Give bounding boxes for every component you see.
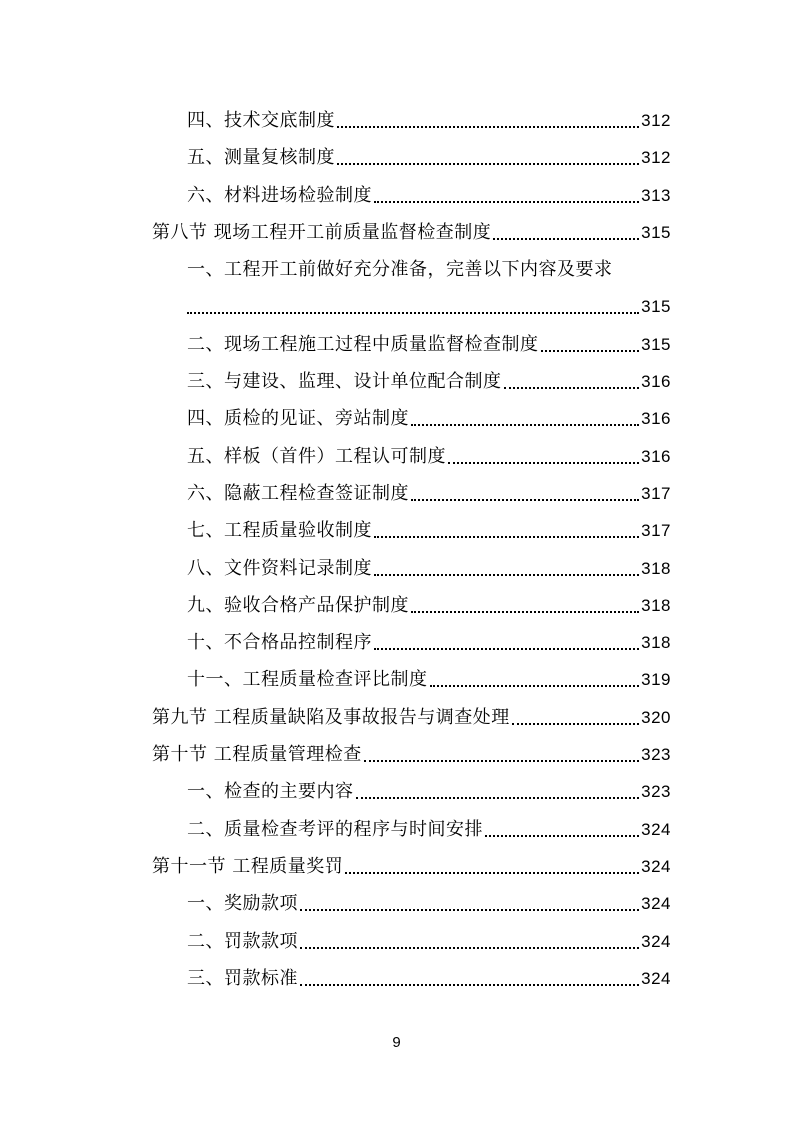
toc-entry-title: 八、文件资料记录制度 bbox=[187, 557, 372, 579]
toc-section-link[interactable] bbox=[152, 853, 671, 879]
toc-entry-page: 318 bbox=[641, 595, 671, 615]
toc-entry-page: 316 bbox=[641, 446, 671, 466]
toc-entry-title: 五、样板（首件）工程认可制度 bbox=[187, 445, 446, 467]
toc-entry-title: 四、质检的见证、旁站制度 bbox=[187, 408, 409, 430]
toc-entry-title: 六、隐蔽工程检查签证制度 bbox=[187, 482, 409, 504]
toc-entry-link[interactable] bbox=[187, 144, 671, 170]
toc-row bbox=[0, 325, 793, 362]
toc-entry-title: 二、现场工程施工过程中质量监督检查制度 bbox=[187, 333, 539, 355]
toc-row bbox=[0, 213, 793, 250]
toc-entry-page: 316 bbox=[641, 372, 671, 392]
toc-entry-link[interactable] bbox=[187, 816, 671, 842]
toc-entry-page: 324 bbox=[641, 931, 671, 951]
toc-entry-title: 四、技术交底制度 bbox=[187, 110, 335, 131]
toc-entry-link[interactable] bbox=[187, 443, 671, 469]
toc-row bbox=[0, 138, 793, 175]
toc-dot-leader bbox=[411, 499, 639, 501]
toc-entry-title: 三、与建设、监理、设计单位配合制度 bbox=[187, 371, 502, 393]
toc-dot-leader bbox=[411, 424, 639, 426]
toc-entry-title: 十一、工程质量检查评比制度 bbox=[187, 669, 428, 691]
toc-row bbox=[0, 511, 793, 548]
toc-dot-leader bbox=[364, 760, 639, 762]
toc-section-link[interactable] bbox=[152, 219, 671, 245]
toc-row bbox=[0, 772, 793, 809]
toc-entry-title: 一、工程开工前做好充分准备，完善以下内容及要求 bbox=[187, 259, 613, 281]
toc-entry-title: 十、不合格品控制程序 bbox=[187, 632, 372, 654]
toc-row bbox=[0, 437, 793, 474]
toc-row bbox=[0, 250, 793, 287]
toc-dot-leader bbox=[374, 201, 639, 203]
toc-entry-link[interactable] bbox=[187, 368, 671, 394]
toc-entry-link-continuation[interactable] bbox=[187, 293, 671, 319]
toc-entry-page: 313 bbox=[641, 185, 671, 205]
toc-row bbox=[0, 847, 793, 884]
toc-dot-leader bbox=[187, 312, 639, 314]
toc-entry-page: 317 bbox=[641, 521, 671, 541]
toc-entry-title: 七、工程质量验收制度 bbox=[187, 520, 372, 542]
page-number: 9 bbox=[392, 1034, 401, 1051]
toc-entry-link[interactable] bbox=[187, 331, 671, 357]
toc-row bbox=[0, 287, 793, 324]
toc-entry-page: 323 bbox=[641, 782, 671, 802]
toc-entry-page: 317 bbox=[641, 483, 671, 503]
toc-entry-title: 一、检查的主要内容 bbox=[187, 781, 354, 803]
toc-entry-link[interactable] bbox=[187, 256, 671, 282]
toc-dot-leader bbox=[485, 835, 639, 837]
toc-entry-link[interactable] bbox=[187, 555, 671, 581]
toc-dot-leader bbox=[504, 387, 640, 389]
toc-dot-leader bbox=[374, 574, 639, 576]
toc-entry-page: 318 bbox=[641, 558, 671, 578]
toc-row bbox=[0, 101, 793, 138]
toc-row bbox=[0, 362, 793, 399]
toc-entry-link[interactable] bbox=[187, 517, 671, 543]
toc-entry-link[interactable] bbox=[187, 592, 671, 618]
toc-dot-leader bbox=[448, 462, 639, 464]
toc-entry-page: 324 bbox=[641, 856, 671, 876]
toc-entry-page: 312 bbox=[641, 148, 671, 168]
toc-entry-page: 315 bbox=[641, 334, 671, 354]
toc-row bbox=[0, 623, 793, 660]
toc-section-title: 第十节 工程质量管理检查 bbox=[152, 744, 362, 766]
toc-dot-leader bbox=[300, 909, 639, 911]
toc-entry-link[interactable] bbox=[187, 928, 671, 954]
toc-entry-page: 320 bbox=[641, 707, 671, 727]
toc-row bbox=[0, 549, 793, 586]
toc-row bbox=[0, 698, 793, 735]
toc-section-title: 第九节 工程质量缺陷及事故报告与调查处理 bbox=[152, 706, 510, 728]
toc-entry-page: 323 bbox=[641, 745, 671, 765]
toc-row bbox=[0, 176, 793, 213]
toc-dot-leader bbox=[356, 797, 640, 799]
toc-entry-link[interactable] bbox=[187, 405, 671, 431]
toc-entry-title: 二、罚款款项 bbox=[187, 930, 298, 952]
toc-row bbox=[0, 660, 793, 697]
toc-section-link[interactable] bbox=[152, 741, 671, 767]
toc-row bbox=[0, 884, 793, 921]
toc-entry-page: 324 bbox=[641, 819, 671, 839]
toc-dot-leader bbox=[337, 126, 639, 128]
toc-entry-page: 315 bbox=[641, 222, 671, 242]
toc-dot-leader bbox=[374, 648, 639, 650]
toc-dot-leader bbox=[337, 163, 639, 165]
toc-row bbox=[0, 810, 793, 847]
toc-dot-leader bbox=[411, 611, 639, 613]
toc-entry-title: 二、质量检查考评的程序与时间安排 bbox=[187, 818, 483, 840]
toc-row bbox=[0, 735, 793, 772]
toc-entry-page: 315 bbox=[641, 297, 671, 317]
toc-entry-title: 九、验收合格产品保护制度 bbox=[187, 594, 409, 616]
toc-entry-link[interactable] bbox=[187, 890, 671, 916]
toc-entry-page: 318 bbox=[641, 633, 671, 653]
toc-entry-link[interactable] bbox=[187, 107, 671, 133]
toc-dot-leader bbox=[300, 947, 639, 949]
toc-entry-link[interactable] bbox=[187, 778, 671, 804]
toc-entry-title: 一、奖励款项 bbox=[187, 893, 298, 915]
toc-dot-leader bbox=[493, 238, 639, 240]
toc-row bbox=[0, 399, 793, 436]
toc-entry-link[interactable] bbox=[187, 965, 671, 991]
toc-dot-leader bbox=[300, 984, 639, 986]
toc-row bbox=[0, 474, 793, 511]
toc-entry-link[interactable] bbox=[187, 480, 671, 506]
toc-entry-title: 三、罚款标准 bbox=[187, 967, 298, 989]
toc-row bbox=[0, 586, 793, 623]
toc-entry-title: 六、材料进场检验制度 bbox=[187, 184, 372, 206]
toc-row bbox=[0, 959, 793, 996]
toc-entry-page: 312 bbox=[641, 111, 671, 130]
table-of-contents bbox=[0, 101, 793, 996]
toc-dot-leader bbox=[345, 872, 639, 874]
toc-section-title: 第八节 现场工程开工前质量监督检查制度 bbox=[152, 221, 492, 243]
toc-entry-link[interactable] bbox=[187, 666, 671, 692]
toc-entry-link[interactable] bbox=[187, 629, 671, 655]
toc-entry-page: 324 bbox=[641, 968, 671, 988]
toc-dot-leader bbox=[541, 350, 640, 352]
toc-dot-leader bbox=[512, 723, 639, 725]
toc-entry-link[interactable] bbox=[187, 182, 671, 208]
toc-dot-leader bbox=[430, 685, 640, 687]
toc-section-link[interactable] bbox=[152, 704, 671, 730]
toc-section-title: 第十一节 工程质量奖罚 bbox=[152, 855, 344, 877]
toc-entry-title: 五、测量复核制度 bbox=[187, 147, 335, 169]
toc-entry-page: 324 bbox=[641, 894, 671, 914]
toc-entry-page: 319 bbox=[641, 670, 671, 690]
toc-entry-page: 316 bbox=[641, 409, 671, 429]
toc-row bbox=[0, 922, 793, 959]
toc-dot-leader bbox=[374, 536, 639, 538]
